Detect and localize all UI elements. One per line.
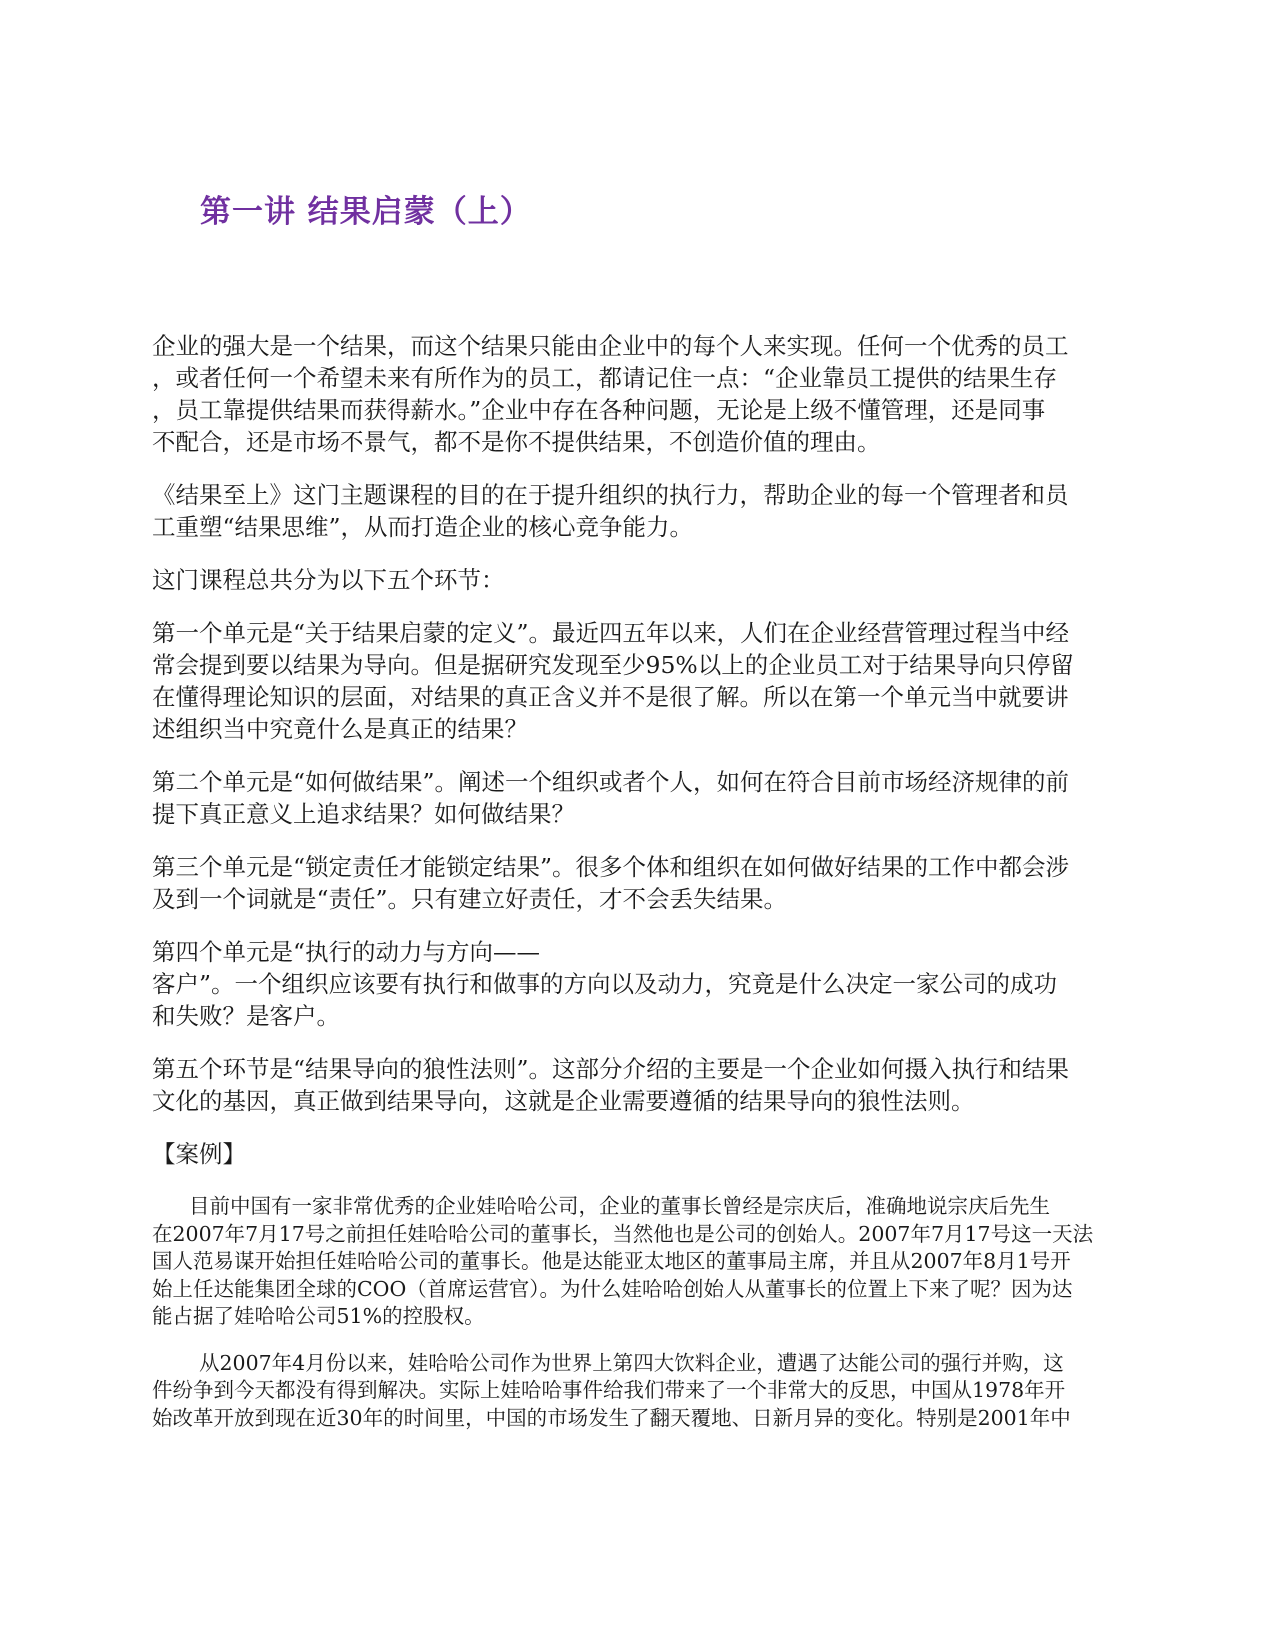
text-line: 及到一个词就是“责任”。只有建立好责任，才不会丢失结果。 [152, 885, 788, 913]
unit-2-paragraph [152, 766, 1127, 830]
unit-4-paragraph [152, 936, 1127, 1032]
text-line: 在2007年7月17号之前担任娃哈哈公司的董事长，当然他也是公司的创始人。2007年7月17号这一天法 [152, 1221, 1094, 1246]
text-line: 《结果至上》这门主题课程的目的在于提升组织的执行力，帮助企业的每一个管理者和员 [152, 481, 1069, 509]
text-line: 能占据了娃哈哈公司51%的控股权。 [152, 1304, 485, 1328]
case-paragraph-1 [152, 1193, 1127, 1331]
case-heading: 【案例】 [152, 1140, 246, 1168]
text-line: ，或者任何一个希望未来有所作为的员工，都请记住一点：“企业靠员工提供的结果生存 [152, 364, 1058, 392]
text-line: 第三个单元是“锁定责任才能锁定结果”。很多个体和组织在如何做好结果的工作中都会涉 [152, 853, 1070, 881]
text-line: 件纷争到今天都没有得到解决。实际上娃哈哈事件给我们带来了一个非常大的反思，中国从1978年开 [152, 1378, 1066, 1402]
case-paragraph-2 [152, 1350, 1127, 1433]
text-line: 目前中国有一家非常优秀的企业娃哈哈公司，企业的董事长曾经是宗庆后，准确地说宗庆后先生 [189, 1194, 1050, 1218]
text-line: 国人范易谋开始担任娃哈哈公司的董事长。他是达能亚太地区的董事局主席，并且从2007年8月1号开 [152, 1249, 1071, 1273]
sections-intro-paragraph [152, 564, 1127, 596]
text-line: 述组织当中究竟什么是真正的结果？ [152, 715, 528, 743]
text-line: 这门课程总共分为以下五个环节： [152, 566, 505, 594]
text-line: 在懂得理论知识的层面，对结果的真正含义并不是很了解。所以在第一个单元当中就要讲 [152, 683, 1069, 711]
text-line: 从2007年4月份以来，娃哈哈公司作为世界上第四大饮料企业，遭遇了达能公司的强行并购，这 [199, 1350, 1064, 1375]
text-line: 工重塑“结果思维”，从而打造企业的核心竞争能力。 [152, 513, 694, 541]
text-line: 始改革开放到现在近30年的时间里，中国的市场发生了翻天覆地、日新月异的变化。特别是2001年中 [152, 1405, 1071, 1430]
text-line: 文化的基因，真正做到结果导向，这就是企业需要遵循的结果导向的狼性法则。 [152, 1087, 975, 1115]
text-line: 客户”。一个组织应该要有执行和做事的方向以及动力，究竟是什么决定一家公司的成功 [152, 970, 1058, 998]
unit-5-paragraph [152, 1053, 1127, 1117]
unit-1-paragraph [152, 617, 1127, 745]
text-line: ，员工靠提供结果而获得薪水。”企业中存在各种问题，无论是上级不懂管理，还是同事 [152, 396, 1046, 424]
unit-3-paragraph [152, 851, 1127, 915]
text-line: 常会提到要以结果为导向。但是据研究发现至少95%以上的企业员工对于结果导向只停留 [152, 651, 1074, 679]
text-line: 不配合，还是市场不景气，都不是你不提供结果，不创造价值的理由。 [152, 428, 881, 456]
text-line: 和失败？是客户。 [152, 1002, 340, 1030]
text-line: 第一个单元是“关于结果启蒙的定义”。最近四五年以来，人们在企业经营管理过程当中经 [152, 619, 1070, 647]
text-line: 企业的强大是一个结果，而这个结果只能由企业中的每个人来实现。任何一个优秀的员工 [152, 332, 1069, 360]
page-title: 第一讲 结果启蒙（上） [200, 194, 532, 230]
text-line: 第四个单元是“执行的动力与方向—— [152, 938, 541, 966]
text-line: 始上任达能集团全球的COO（首席运营官）。为什么娃哈哈创始人从董事长的位置上下来了呢？因为达 [152, 1276, 1073, 1301]
intro-paragraph [152, 330, 1127, 458]
text-line: 提下真正意义上追求结果？如何做结果？ [152, 800, 575, 828]
text-line: 第二个单元是“如何做结果”。阐述一个组织或者个人，如何在符合目前市场经济规律的前 [152, 768, 1070, 796]
course-paragraph [152, 479, 1127, 543]
document-body [152, 330, 1127, 1451]
text-line: 第五个环节是“结果导向的狼性法则”。这部分介绍的主要是一个企业如何摄入执行和结果 [152, 1055, 1070, 1083]
